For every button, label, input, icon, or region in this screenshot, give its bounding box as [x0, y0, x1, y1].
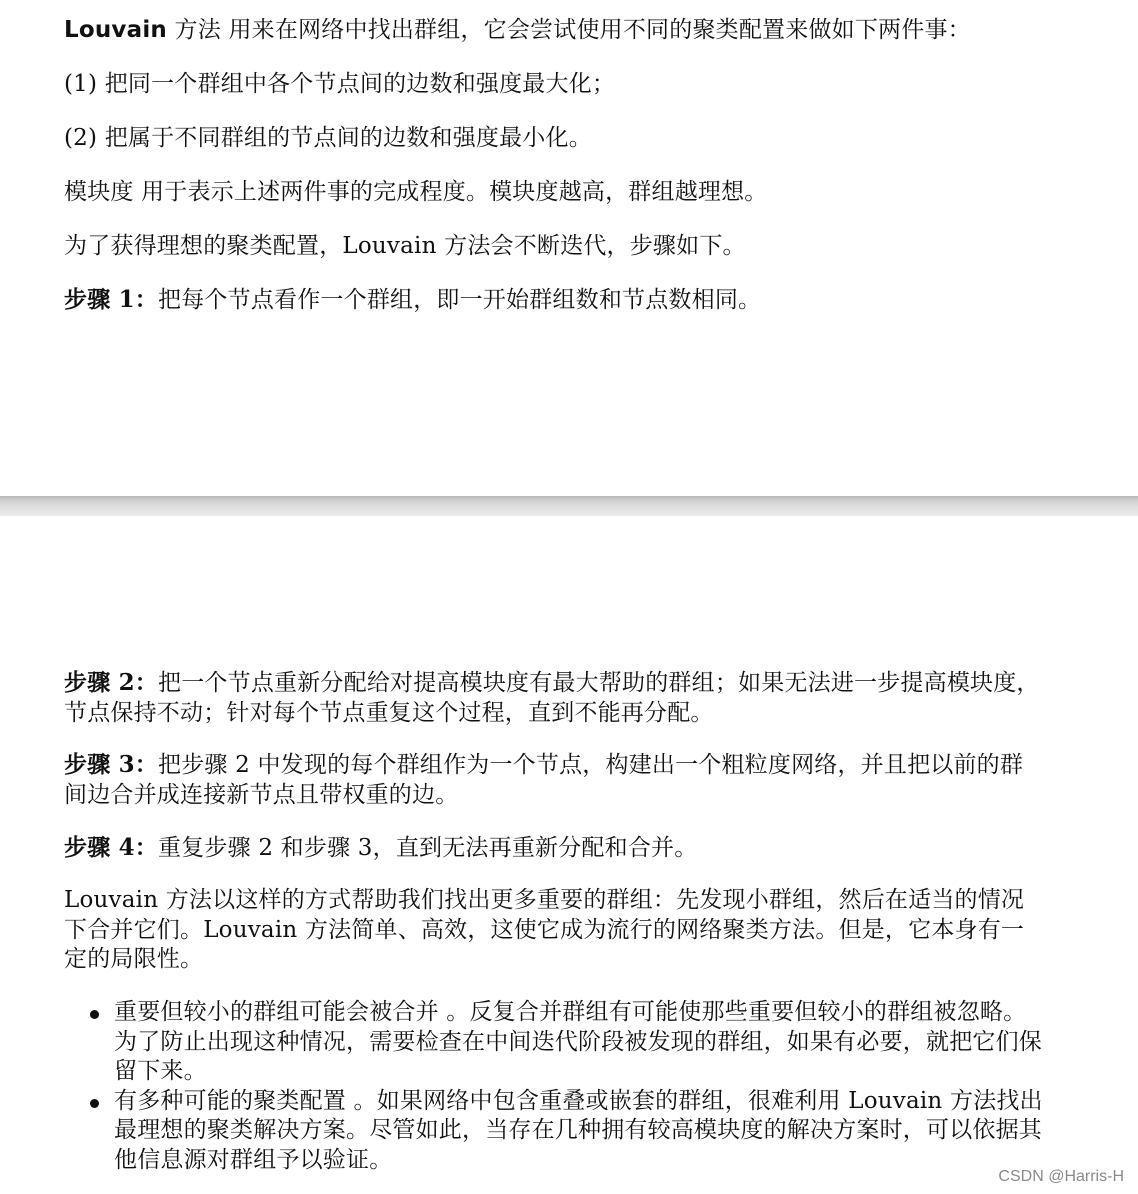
page-separator	[0, 496, 1138, 516]
step-2-text: 把一个节点重新分配给对提高模块度有最大帮助的群组；如果无法进一步提高模块度，节点保持不动；针对每个节点重复这个过程，直到不能再分配。	[64, 670, 1040, 726]
point-2: (2) 把属于不同群组的节点间的边数和强度最小化。	[64, 125, 592, 151]
step-1-text: 把每个节点看作一个群组，即一开始群组数和节点数相同。	[158, 287, 762, 313]
limitation-text: 重要但较小的群组可能会被合并 。反复合并群组有可能使那些重要但较小的群组被忽略。为了防止出现这种情况，需要检查在中间迭代阶段被发现的群组，如果有必要，就把它们保留下来。	[114, 999, 1042, 1084]
bullet-icon	[90, 1010, 99, 1019]
bullet-icon	[90, 1099, 99, 1108]
step-2	[64, 668, 1044, 728]
csdn-watermark: CSDN @Harris-H	[998, 1168, 1124, 1185]
list-item	[64, 1087, 1044, 1176]
step-2-label: 步骤 2：	[64, 669, 159, 696]
list-item	[64, 998, 1044, 1087]
summary-paragraph: Louvain 方法以这样的方式帮助我们找出更多重要的群组：先发现小群组，然后在适当的情况下合并它们。Louvain 方法简单、高效，这使它成为流行的网络聚类方法。但是，它本身有一定的局限性。	[64, 887, 1025, 972]
step-4	[64, 833, 1044, 864]
document-page-bottom	[0, 516, 1138, 1194]
step-1-label: 步骤 1：	[64, 286, 159, 313]
intro-text: 方法 用来在网络中找出群组，它会尝试使用不同的聚类配置来做如下两件事：	[167, 17, 971, 43]
louvain-term: Louvain	[64, 17, 168, 43]
limitations-list	[64, 998, 1044, 1175]
iteration-intro: 为了获得理想的聚类配置，Louvain 方法会不断迭代，步骤如下。	[64, 233, 746, 259]
intro-line	[64, 15, 971, 45]
step-3	[64, 750, 1044, 810]
point-1: (1) 把同一个群组中各个节点间的边数和强度最大化；	[64, 71, 616, 97]
modularity-definition: 模块度 用于表示上述两件事的完成程度。模块度越高，群组越理想。	[64, 179, 768, 205]
step-4-text: 重复步骤 2 和步骤 3，直到无法再重新分配和合并。	[158, 835, 698, 861]
document-page-top	[0, 0, 1138, 496]
step-3-text: 把步骤 2 中发现的每个群组作为一个节点，构建出一个粗粒度网络，并且把以前的群间边合并成连接新节点且带权重的边。	[64, 752, 1024, 808]
step-3-label: 步骤 3：	[64, 751, 159, 778]
step-1	[64, 285, 761, 315]
limitation-text: 有多种可能的聚类配置 。如果网络中包含重叠或嵌套的群组，很难利用 Louvain 方法找出最理想的聚类解决方案。尽管如此，当存在几种拥有较高模块度的解决方案时，可以依据其他信息源对群组予以验证。	[114, 1087, 1043, 1173]
step-4-label: 步骤 4：	[64, 834, 159, 861]
